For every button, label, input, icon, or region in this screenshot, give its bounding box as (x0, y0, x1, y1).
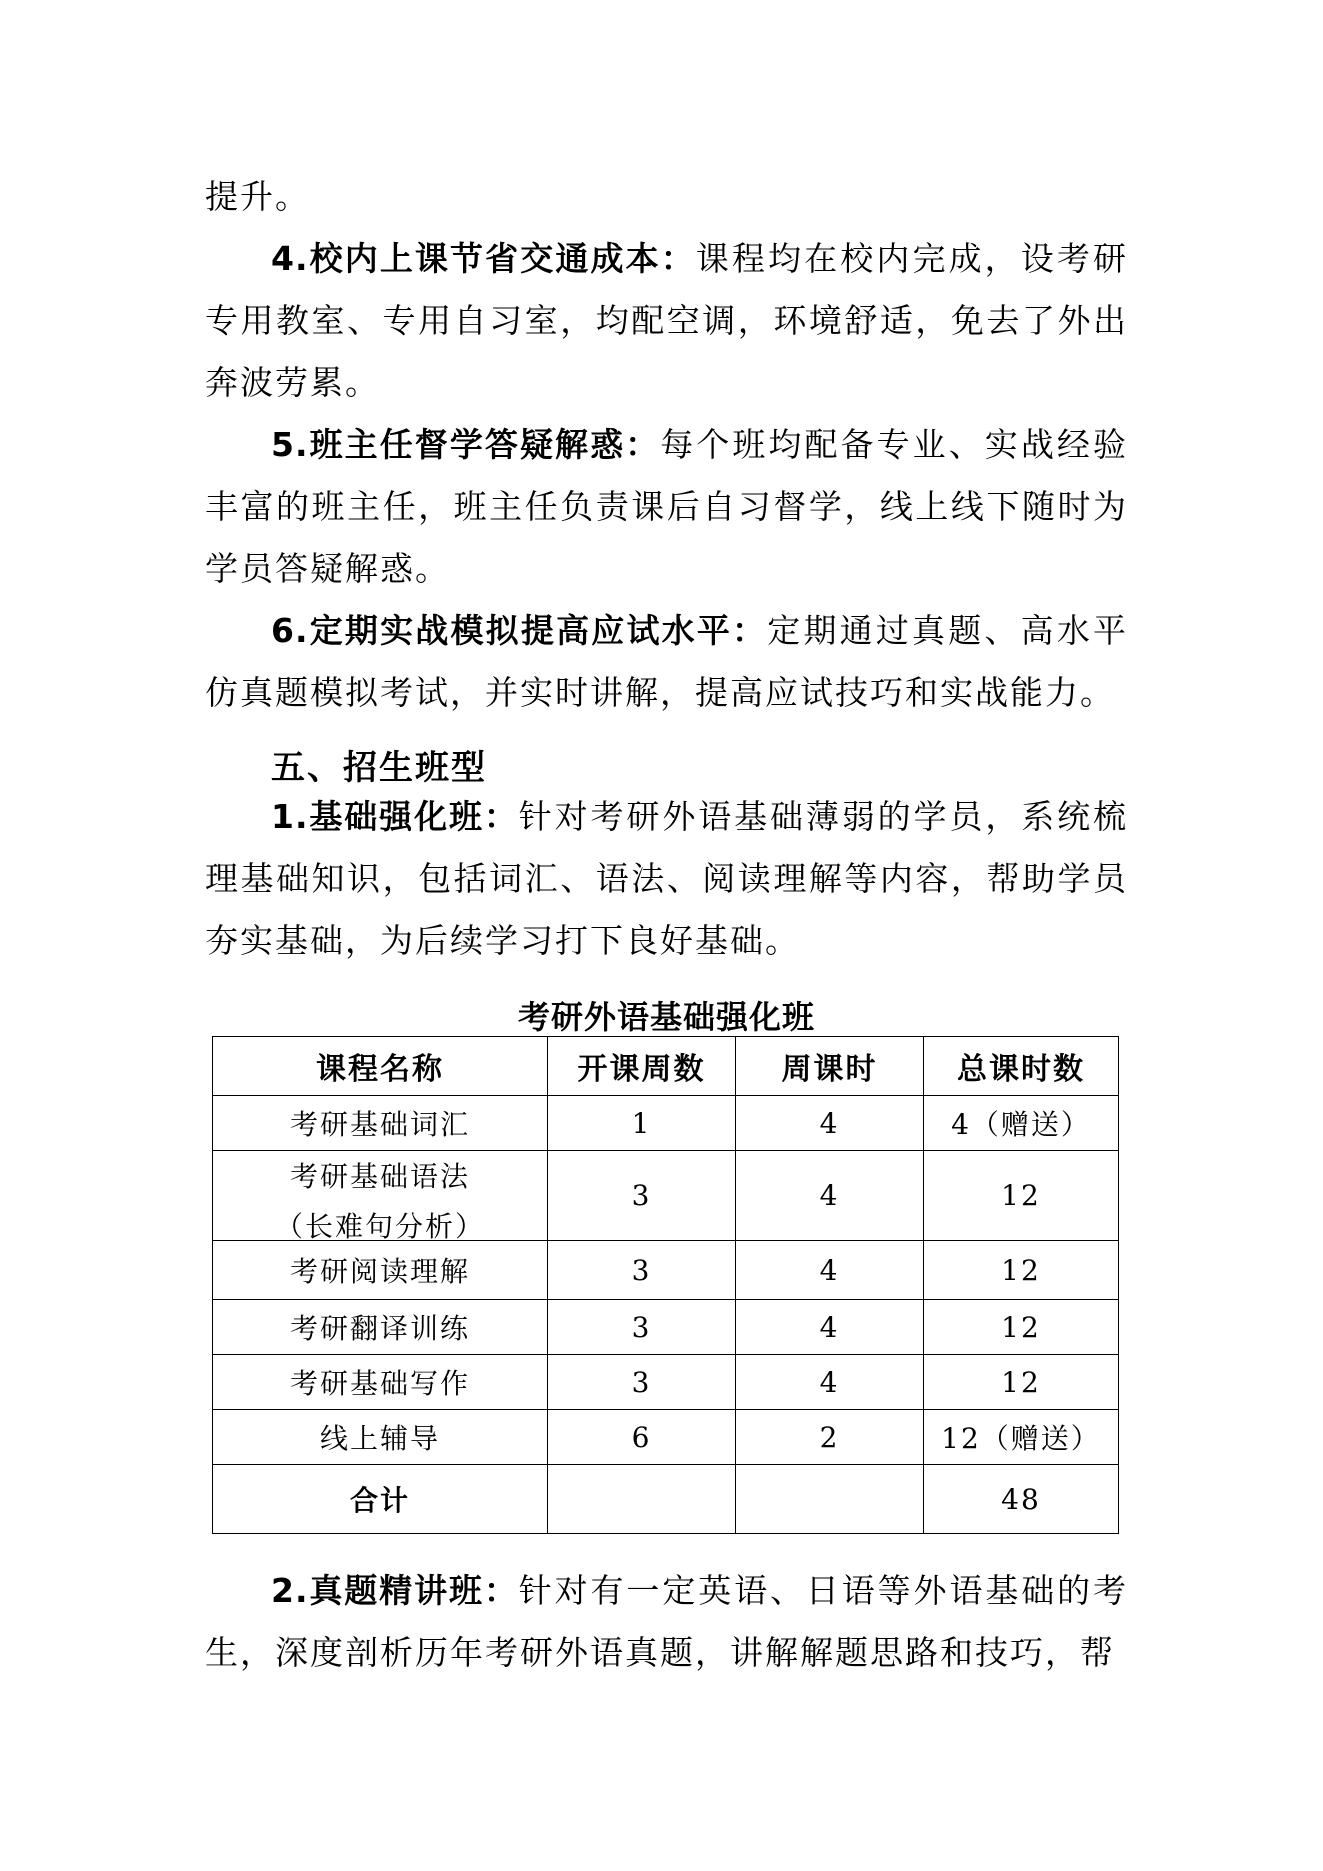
feature-5 (205, 414, 1128, 600)
cell-course-name: 考研阅读理解 (213, 1241, 548, 1300)
total-hours-empty (736, 1465, 924, 1534)
cell-weekly-hours: 4 (736, 1151, 924, 1241)
cell-weeks: 3 (548, 1300, 736, 1355)
table-row (213, 1241, 1119, 1300)
cell-course-name: 考研基础写作 (213, 1355, 548, 1410)
class-2-description (205, 1560, 1128, 1684)
cell-weeks: 3 (548, 1241, 736, 1300)
header-total-hours: 总课时数 (924, 1037, 1119, 1096)
feature-6-lead: 6.定期实战模拟提高应试水平： (271, 611, 768, 650)
table-header-row (213, 1037, 1119, 1096)
class-1-lead: 1.基础强化班： (271, 797, 519, 836)
feature-4 (205, 228, 1128, 414)
class-2-lead: 2.真题精讲班： (271, 1571, 519, 1610)
table-title: 考研外语基础强化班 (517, 998, 815, 1036)
class-1-description (205, 786, 1128, 972)
course-table (212, 1036, 1119, 1534)
feature-5-lead: 5.班主任督学答疑解惑： (271, 425, 661, 464)
table-row (213, 1410, 1119, 1465)
feature-6-text: 定期通过真题、高水平仿真题模拟考试，并实时讲解，提高应试技巧和实战能力。 (205, 611, 1129, 712)
cell-weekly-hours: 4 (736, 1355, 924, 1410)
cell-course-name-line1: 考研基础语法 (289, 1159, 470, 1193)
feature-6 (205, 600, 1128, 724)
table-total-row (213, 1465, 1119, 1534)
table-row (213, 1355, 1119, 1410)
cell-weeks: 3 (548, 1355, 736, 1410)
total-value: 48 (924, 1465, 1119, 1534)
cell-course-name-line2: （长难句分析） (274, 1209, 485, 1240)
cell-weekly-hours: 2 (736, 1410, 924, 1465)
table-row (213, 1300, 1119, 1355)
table-row (213, 1096, 1119, 1151)
cell-weeks: 1 (548, 1096, 736, 1151)
cell-total-hours: 12（赠送） (924, 1410, 1119, 1465)
total-label: 合计 (213, 1465, 548, 1534)
cell-course-name: 考研基础词汇 (213, 1096, 548, 1151)
class-2-text: 针对有一定英语、日语等外语基础的考生，深度剖析历年考研外语真题，讲解解题思路和技巧，帮 (205, 1571, 1129, 1672)
feature-4-text: 课程均在校内完成，设考研专用教室、专用自习室，均配空调，环境舒适，免去了外出奔波劳累。 (205, 239, 1129, 402)
intro-tail: 提升。 (205, 177, 310, 216)
header-weekly-hours: 周课时 (736, 1037, 924, 1096)
cell-weekly-hours: 4 (736, 1300, 924, 1355)
cell-total-hours: 4（赠送） (924, 1096, 1119, 1151)
class-1-text: 针对考研外语基础薄弱的学员，系统梳理基础知识，包括词汇、语法、阅读理解等内容，帮助学员夯实基础，为后续学习打下良好基础。 (205, 797, 1129, 960)
cell-course-name (213, 1151, 548, 1241)
total-weeks-empty (548, 1465, 736, 1534)
cell-total-hours: 12 (924, 1241, 1119, 1300)
header-course-name: 课程名称 (213, 1037, 548, 1096)
cell-total-hours: 12 (924, 1151, 1119, 1241)
cell-total-hours: 12 (924, 1300, 1119, 1355)
cell-weekly-hours: 4 (736, 1241, 924, 1300)
header-weeks: 开课周数 (548, 1037, 736, 1096)
cell-total-hours: 12 (924, 1355, 1119, 1410)
cell-course-name: 线上辅导 (213, 1410, 548, 1465)
feature-5-text: 每个班均配备专业、实战经验丰富的班主任，班主任负责课后自习督学，线上线下随时为学员答疑解惑。 (205, 425, 1129, 588)
table-row (213, 1151, 1119, 1241)
cell-weeks: 6 (548, 1410, 736, 1465)
section-heading: 五、招生班型 (271, 748, 487, 788)
cell-course-name: 考研翻译训练 (213, 1300, 548, 1355)
cell-weekly-hours: 4 (736, 1096, 924, 1151)
cell-weeks: 3 (548, 1151, 736, 1241)
feature-4-lead: 4.校内上课节省交通成本： (271, 239, 696, 278)
